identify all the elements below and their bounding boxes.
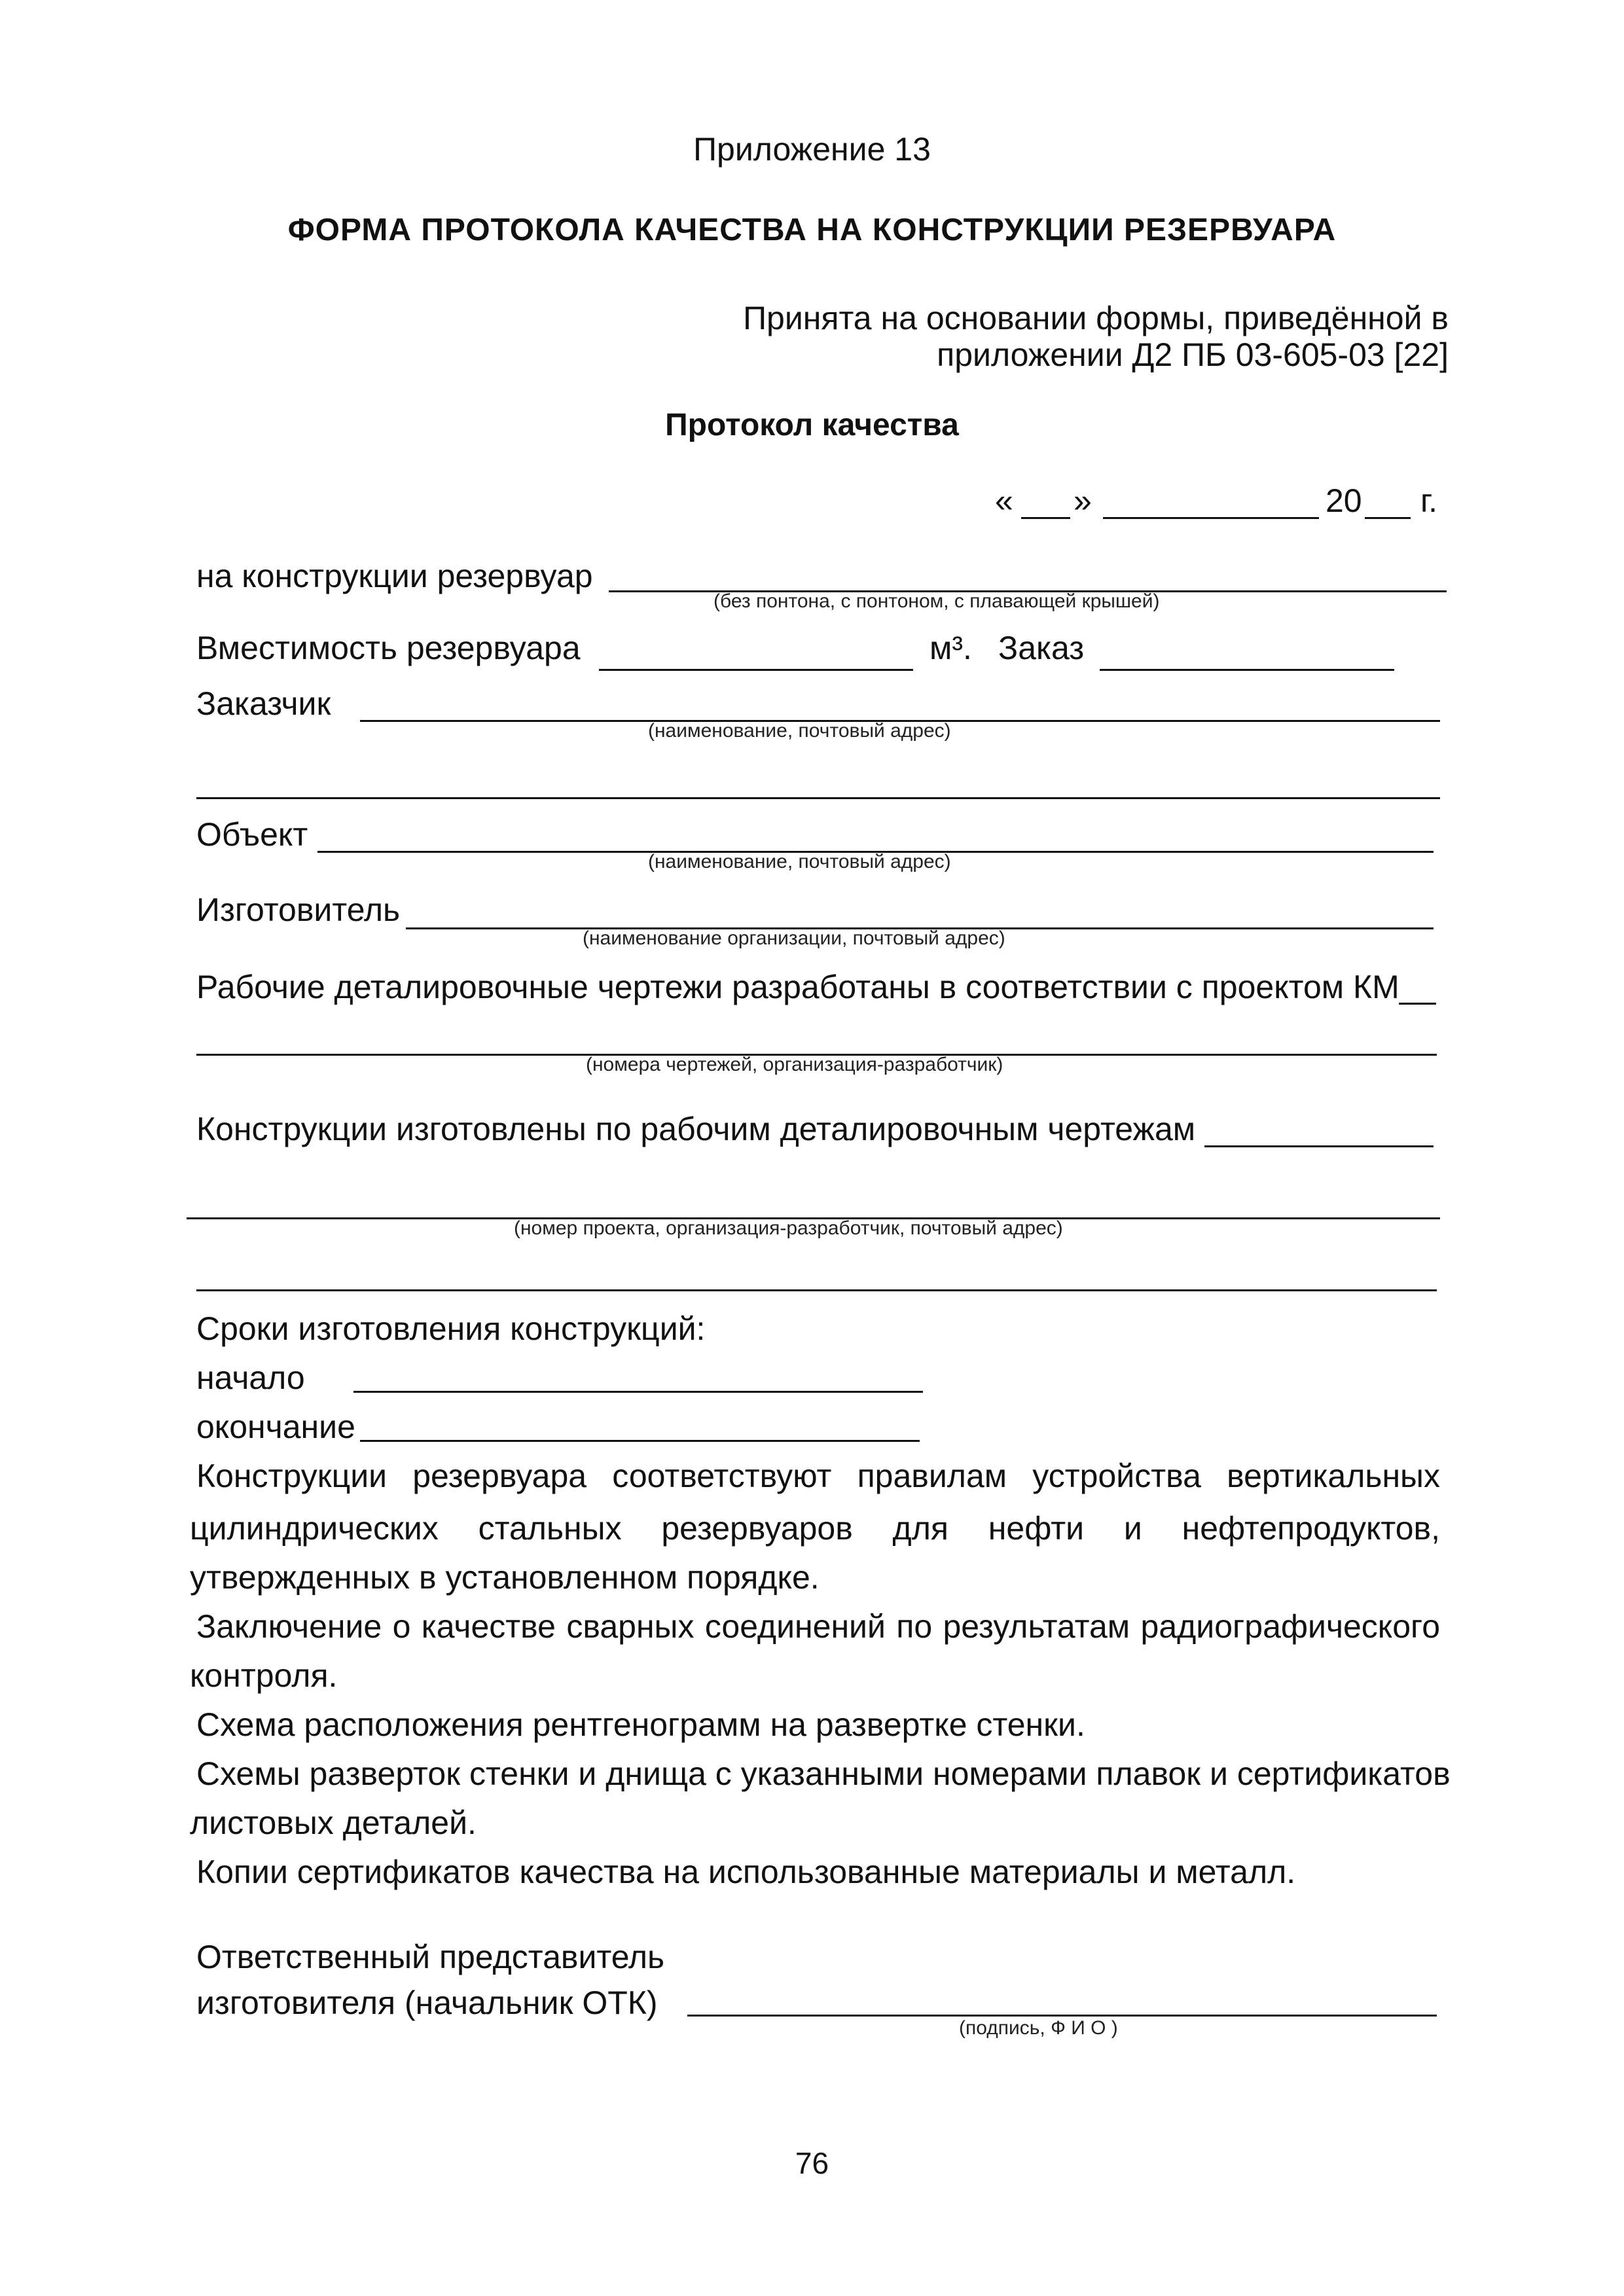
- start-input-line[interactable]: [353, 1391, 923, 1393]
- manufacturer-label: Изготовитель: [196, 891, 401, 928]
- date-day-blank[interactable]: [1021, 517, 1070, 519]
- para5: Копии сертификатов качества на использованные материалы и металл.: [196, 1854, 1296, 1890]
- terms-label: Сроки изготовления конструкций:: [196, 1310, 706, 1347]
- customer-input-line-2[interactable]: [196, 797, 1440, 799]
- basis-line-2: приложении Д2 ПБ 03-605-03 [22]: [937, 336, 1449, 373]
- tank-label: на конструкции резервуар: [196, 558, 593, 594]
- signature-hint: (подпись, Ф И О ): [959, 2017, 1118, 2039]
- signature-input-line[interactable]: [687, 2015, 1437, 2017]
- drawings-hint: (номера чертежей, организация-разработчик): [586, 1054, 1003, 1075]
- date-year-suffix: г.: [1420, 482, 1438, 519]
- customer-label: Заказчик: [196, 685, 331, 722]
- page-number: 76: [795, 2146, 829, 2180]
- para1-line2: цилиндрических стальных резервуаров для нефти и нефтепродуктов,: [190, 1510, 1440, 1547]
- para2-line2: контроля.: [190, 1657, 338, 1694]
- basis-line-1: Принята на основании формы, приведённой в: [743, 300, 1449, 336]
- customer-hint: (наименование, почтовый адрес): [648, 720, 951, 742]
- end-label: окончание: [196, 1408, 355, 1445]
- signature-line-1: Ответственный представитель: [196, 1939, 665, 1975]
- capacity-label: Вместимость резервуара: [196, 630, 581, 666]
- date-month-blank[interactable]: [1103, 517, 1319, 519]
- date-year-blank[interactable]: [1365, 517, 1411, 519]
- date-year-prefix: 20: [1326, 482, 1362, 519]
- date-quote-open: «: [995, 482, 1013, 519]
- page-title: ФОРМА ПРОТОКОЛА КАЧЕСТВА НА КОНСТРУКЦИИ РЕЗЕРВУАРА: [287, 213, 1337, 247]
- order-label: Заказ: [998, 630, 1085, 666]
- para3: Схема расположения рентгенограмм на развертке стенки.: [196, 1706, 1085, 1743]
- appendix-label: Приложение 13: [693, 131, 931, 168]
- capacity-unit: м³.: [929, 630, 972, 666]
- drawings-label: Рабочие деталировочные чертежи разработаны в соответствии с проектом КМ__: [196, 969, 1436, 1005]
- made-by-input-line[interactable]: [1204, 1145, 1434, 1147]
- date-quote-close: »: [1074, 482, 1092, 519]
- para1-line3: утвержденных в установленном порядке.: [190, 1559, 820, 1596]
- made-by-label: Конструкции изготовлены по рабочим деталировочным чертежам: [196, 1111, 1196, 1147]
- protocol-title: Протокол качества: [665, 408, 959, 442]
- made-by-hint: (номер проекта, организация-разработчик, почтовый адрес): [514, 1217, 1063, 1239]
- signature-line-2: изготовителя (начальник ОТК): [196, 1984, 658, 2021]
- object-label: Объект: [196, 816, 308, 853]
- order-input-line[interactable]: [1100, 669, 1394, 671]
- end-input-line[interactable]: [360, 1440, 920, 1442]
- object-hint: (наименование, почтовый адрес): [648, 851, 951, 872]
- start-label: начало: [196, 1359, 305, 1396]
- capacity-input-line[interactable]: [599, 669, 913, 671]
- para4-line1: Схемы разверток стенки и днища с указанными номерами плавок и сертификатов: [196, 1755, 1451, 1792]
- made-by-input-line-3[interactable]: [196, 1289, 1437, 1291]
- para4-line2: листовых деталей.: [190, 1804, 477, 1841]
- para1-line1: Конструкции резервуара соответствуют правилам устройства вертикальных: [196, 1458, 1440, 1494]
- manufacturer-hint: (наименование организации, почтовый адрес): [583, 927, 1005, 949]
- para2-line1: Заключение о качестве сварных соединений по результатам радиографического: [196, 1608, 1440, 1645]
- tank-hint: (без понтона, с понтоном, с плавающей крышей): [713, 590, 1160, 612]
